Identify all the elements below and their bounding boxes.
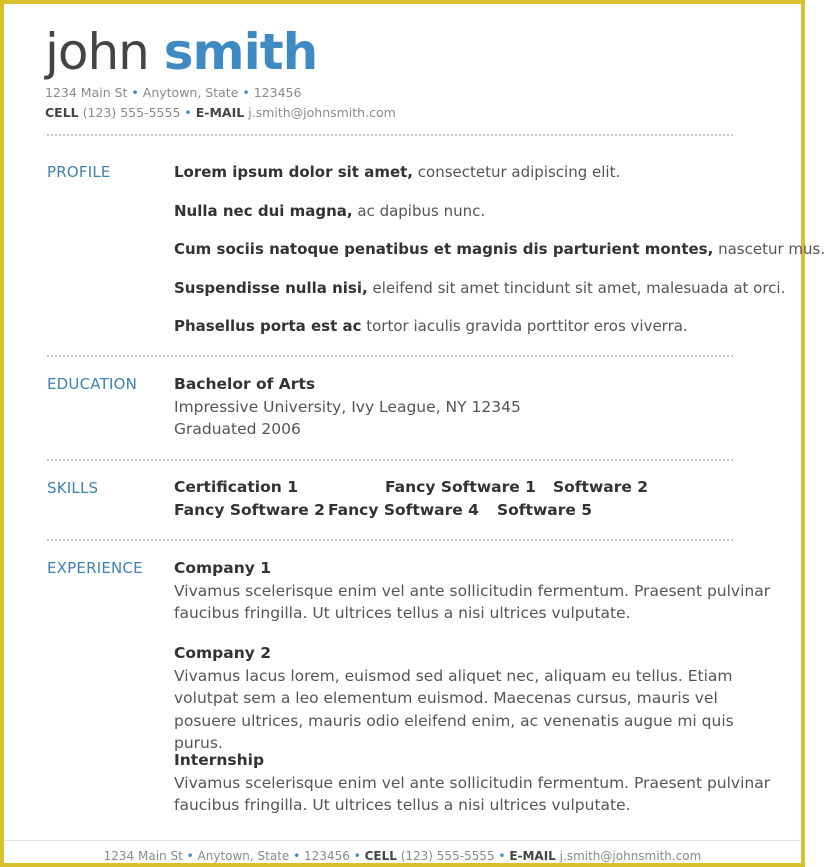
email-value: j.smith@johnsmith.com	[248, 105, 396, 120]
footer-email-value: j.smith@johnsmith.com	[559, 849, 702, 863]
first-name: john	[45, 23, 149, 81]
profile-item-bold: Phasellus porta est ac	[174, 317, 362, 335]
profile-item	[174, 202, 485, 220]
section-label-experience: EXPERIENCE	[47, 559, 143, 577]
profile-item-bold: Lorem ipsum dolor sit amet,	[174, 163, 413, 181]
skill-item: Software 2	[553, 478, 649, 496]
email-label: E-MAIL	[195, 105, 245, 120]
section-label-education: EDUCATION	[47, 375, 137, 393]
footer-separator: •	[293, 849, 301, 863]
section-divider	[47, 355, 733, 357]
job-title: Company 1	[174, 559, 272, 577]
footer-separator: •	[353, 849, 361, 863]
skill-item: Fancy Software 2	[174, 501, 325, 519]
footer-cell-value: (123) 555-5555	[400, 849, 495, 863]
resume-name	[45, 20, 317, 84]
footer-city-state: Anytown, State	[197, 849, 290, 863]
job-title: Company 2	[174, 644, 272, 662]
address-zip: 123456	[253, 85, 302, 100]
section-label-skills: SKILLS	[47, 479, 99, 497]
skill-item: Software 5	[497, 501, 593, 519]
profile-item-text: ac dapibus nunc.	[352, 202, 486, 220]
profile-item-text: consectetur adipiscing elit.	[413, 163, 621, 181]
footer-separator: •	[186, 849, 194, 863]
experience-entry	[174, 749, 784, 817]
footer-zip: 123456	[304, 849, 350, 863]
header-contact	[45, 105, 396, 120]
contact-separator: •	[184, 105, 192, 120]
job-title: Internship	[174, 751, 265, 769]
footer-separator: •	[498, 849, 506, 863]
profile-item-text: eleifend sit amet tincidunt sit amet, malesuada at orci.	[367, 279, 786, 297]
footer-cell-label: CELL	[364, 849, 397, 863]
footer-email-label: E-MAIL	[509, 849, 556, 863]
footer-divider	[4, 840, 801, 841]
profile-item	[174, 163, 620, 181]
profile-item-text: nascetur mus.	[713, 240, 825, 258]
cell-value: (123) 555-5555	[82, 105, 181, 120]
cell-label: CELL	[45, 105, 79, 120]
job-description: Vivamus lacus lorem, euismod sed aliquet nec, aliquam eu tellus. Etiam volutpat sem a leo elementum euismod. Maecenas cursus, mauris vel posuere ultrices, mauris odio eleifend enim, ac venenatis augue mi quis purus.	[174, 666, 734, 752]
header-address	[45, 85, 301, 100]
profile-item-bold: Nulla nec dui magna,	[174, 202, 353, 220]
section-divider	[47, 459, 733, 461]
profile-item-bold: Cum sociis natoque penatibus et magnis dis parturient montes,	[174, 240, 714, 258]
section-divider	[47, 539, 733, 541]
education-degree: Bachelor of Arts	[174, 375, 316, 393]
profile-item-text: tortor iaculis gravida porttitor eros viverra.	[361, 317, 688, 335]
profile-item	[174, 279, 785, 297]
skill-item: Fancy Software 1	[385, 478, 536, 496]
profile-item-bold: Suspendisse nulla nisi,	[174, 279, 368, 297]
job-description: Vivamus scelerisque enim vel ante sollicitudin fermentum. Praesent pulvinar faucibus fringilla. Ut ultrices tellus a nisi ultrices vulputate.	[174, 581, 771, 622]
education-graduated: Graduated 2006	[174, 420, 301, 438]
profile-item	[174, 240, 825, 258]
skill-item: Fancy Software 4	[328, 501, 479, 519]
address-city-state: Anytown, State	[142, 85, 239, 100]
education-entry	[174, 373, 521, 441]
address-separator: •	[131, 85, 139, 100]
experience-entry	[174, 557, 784, 625]
section-label-profile: PROFILE	[47, 163, 111, 181]
address-separator: •	[242, 85, 250, 100]
profile-item	[174, 317, 688, 335]
job-description: Vivamus scelerisque enim vel ante sollicitudin fermentum. Praesent pulvinar faucibus fringilla. Ut ultrices tellus a nisi ultrices vulputate.	[174, 773, 771, 814]
footer-contact	[4, 849, 801, 863]
address-street: 1234 Main St	[45, 85, 128, 100]
experience-entry	[174, 642, 784, 755]
education-school: Impressive University, Ivy League, NY 12345	[174, 397, 521, 416]
skill-item: Certification 1	[174, 478, 298, 496]
footer-street: 1234 Main St	[103, 849, 183, 863]
last-name: smith	[163, 23, 318, 81]
section-divider	[47, 134, 733, 136]
